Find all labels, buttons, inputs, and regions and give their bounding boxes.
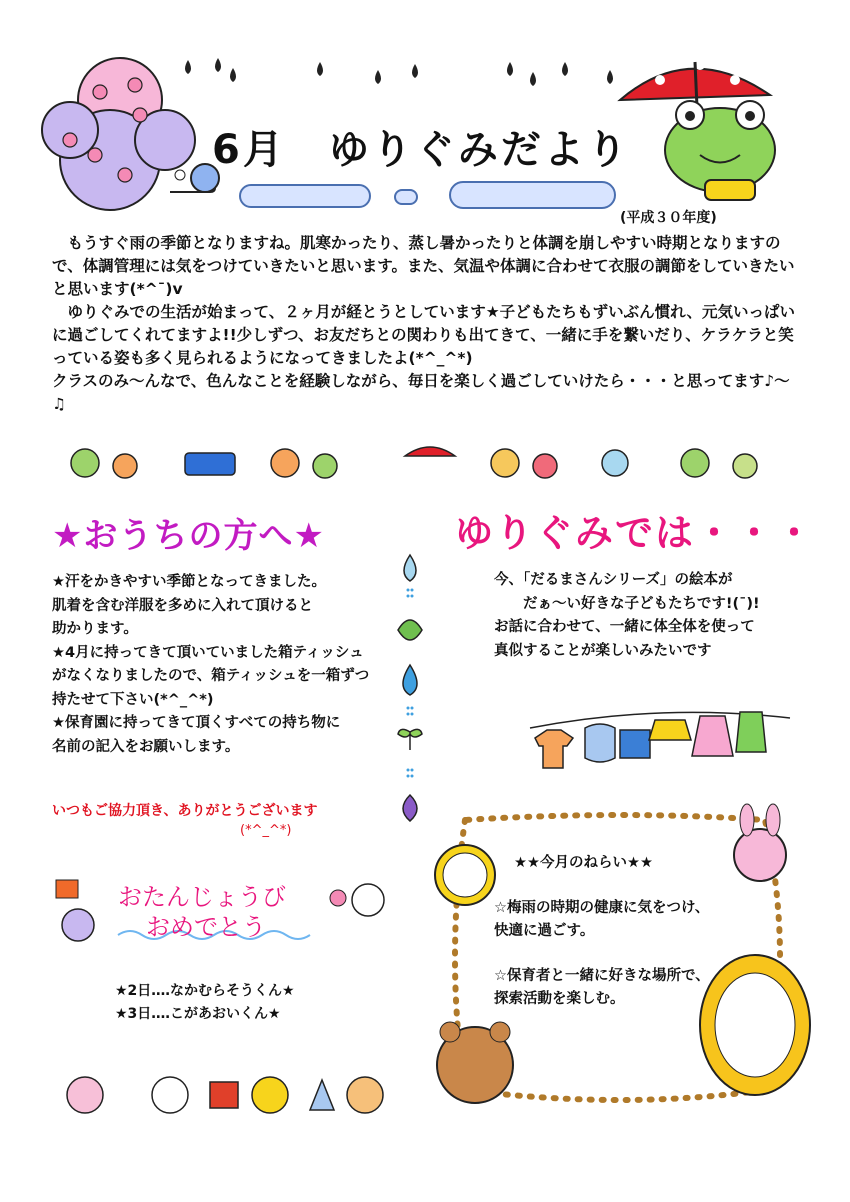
notice-line: 肌着を含む洋服を多めに入れて頂けると — [52, 597, 313, 614]
aims-heading: ★★今月のねらい★★ — [514, 855, 653, 871]
birthday-list — [115, 980, 295, 1026]
icon-strip — [392, 550, 428, 830]
notice-line: 持たせて下さい(*^_^*) — [52, 691, 214, 708]
intro-text — [52, 232, 802, 416]
report-line: 真似することが楽しいみたいです — [494, 642, 712, 659]
intro-paragraph: クラスのみ～んなで、色んなことを経験しながら、毎日を楽しく過ごしていけたら・・・と思ってます♪～♫ — [52, 372, 790, 413]
notice-line: 助かります。 — [52, 621, 138, 637]
report-line: だぁ～い好きな子どもたちです!(¯)! — [494, 595, 760, 612]
aims-item: 探索活動を楽しむ。 — [494, 991, 625, 1007]
home-heading: ★おうちの方へ★ — [52, 516, 325, 556]
header-illustration — [0, 0, 850, 230]
intro-paragraph: もうすぐ雨の季節となりますね。肌寒かったり、蒸し暑かったりと体調を崩しやすい時期となりますので、体調管理には気をつけていきたいと思います。また、気温や体調に合わせて衣服の調節をしていきたいと思います(*^¯)v — [52, 234, 795, 298]
notice-line: がなくなりましたので、箱ティッシュを一箱ずつ — [52, 668, 370, 684]
thanks-emoticon: (*^_^*) — [240, 823, 292, 838]
notice-line: ★汗をかきやすい季節となってきました。 — [52, 574, 326, 590]
clothesline-illustration — [525, 698, 795, 778]
birthday-entry: ★3日‥‥こがあおいくん★ — [115, 1006, 281, 1022]
page-title: 6月 ゆりぐみだより — [212, 127, 630, 173]
notice-line: ★保育園に持ってきて頂くすべての持ち物に — [52, 715, 341, 731]
gift-icon — [56, 880, 78, 898]
aims-item: ☆保育者と一緒に好きな場所で、 — [494, 968, 710, 984]
class-heading: ゆりぐみでは・・・ — [455, 511, 816, 555]
rabbit-icon — [734, 804, 786, 881]
snail-icon — [62, 909, 94, 941]
notice-line: 名前の記入をお願いします。 — [52, 738, 240, 755]
birthday-entry: ★2日‥‥なかむらそうくん★ — [115, 983, 295, 999]
bear-icon — [437, 1022, 513, 1103]
report-line: お話に合わせて、一緒に体全体を使って — [494, 619, 755, 635]
fiscal-year: (平成３０年度) — [620, 210, 717, 226]
flower-icon — [330, 890, 346, 906]
monthly-aims — [494, 852, 734, 1011]
birthday-title-line1: おたんじょうび — [118, 883, 286, 911]
thanks-message: いつもご協力頂き、ありがとうございます — [52, 803, 318, 819]
raindrop-icons — [185, 58, 613, 86]
home-notice — [52, 571, 392, 759]
animal-border — [60, 1070, 390, 1120]
doll-icon — [352, 884, 384, 916]
frog-icon — [665, 101, 775, 200]
intro-paragraph: ゆりぐみでの生活が始まって、２ヶ月が経とうとしています★子どもたちもずいぶん慣れ、元気いっぱいに過ごしてくれてますよ!!少しずつ、お友だちとの関わりも出てきて、一緒に手を繋いだり、ケラケラと笑っている姿も多く見られるようになってきましたよ(*^_^*) — [52, 303, 796, 367]
birthday-title-line2: おめでとう — [146, 913, 266, 941]
puddle-icons — [240, 182, 615, 208]
birthday-title — [118, 882, 286, 942]
hydrangea-icon — [42, 58, 195, 210]
aims-item: ☆梅雨の時期の健康に気をつけ、 — [494, 900, 710, 916]
aims-item: 快適に過ごす。 — [494, 923, 595, 939]
decorative-divider — [45, 438, 815, 488]
pocket-watch-icon — [435, 845, 495, 905]
notice-line: ★4月に持ってきて頂いていました箱ティッシュ — [52, 644, 364, 661]
report-line: 今、「だるまさんシリーズ」の絵本が — [494, 572, 733, 588]
class-report — [494, 569, 814, 663]
